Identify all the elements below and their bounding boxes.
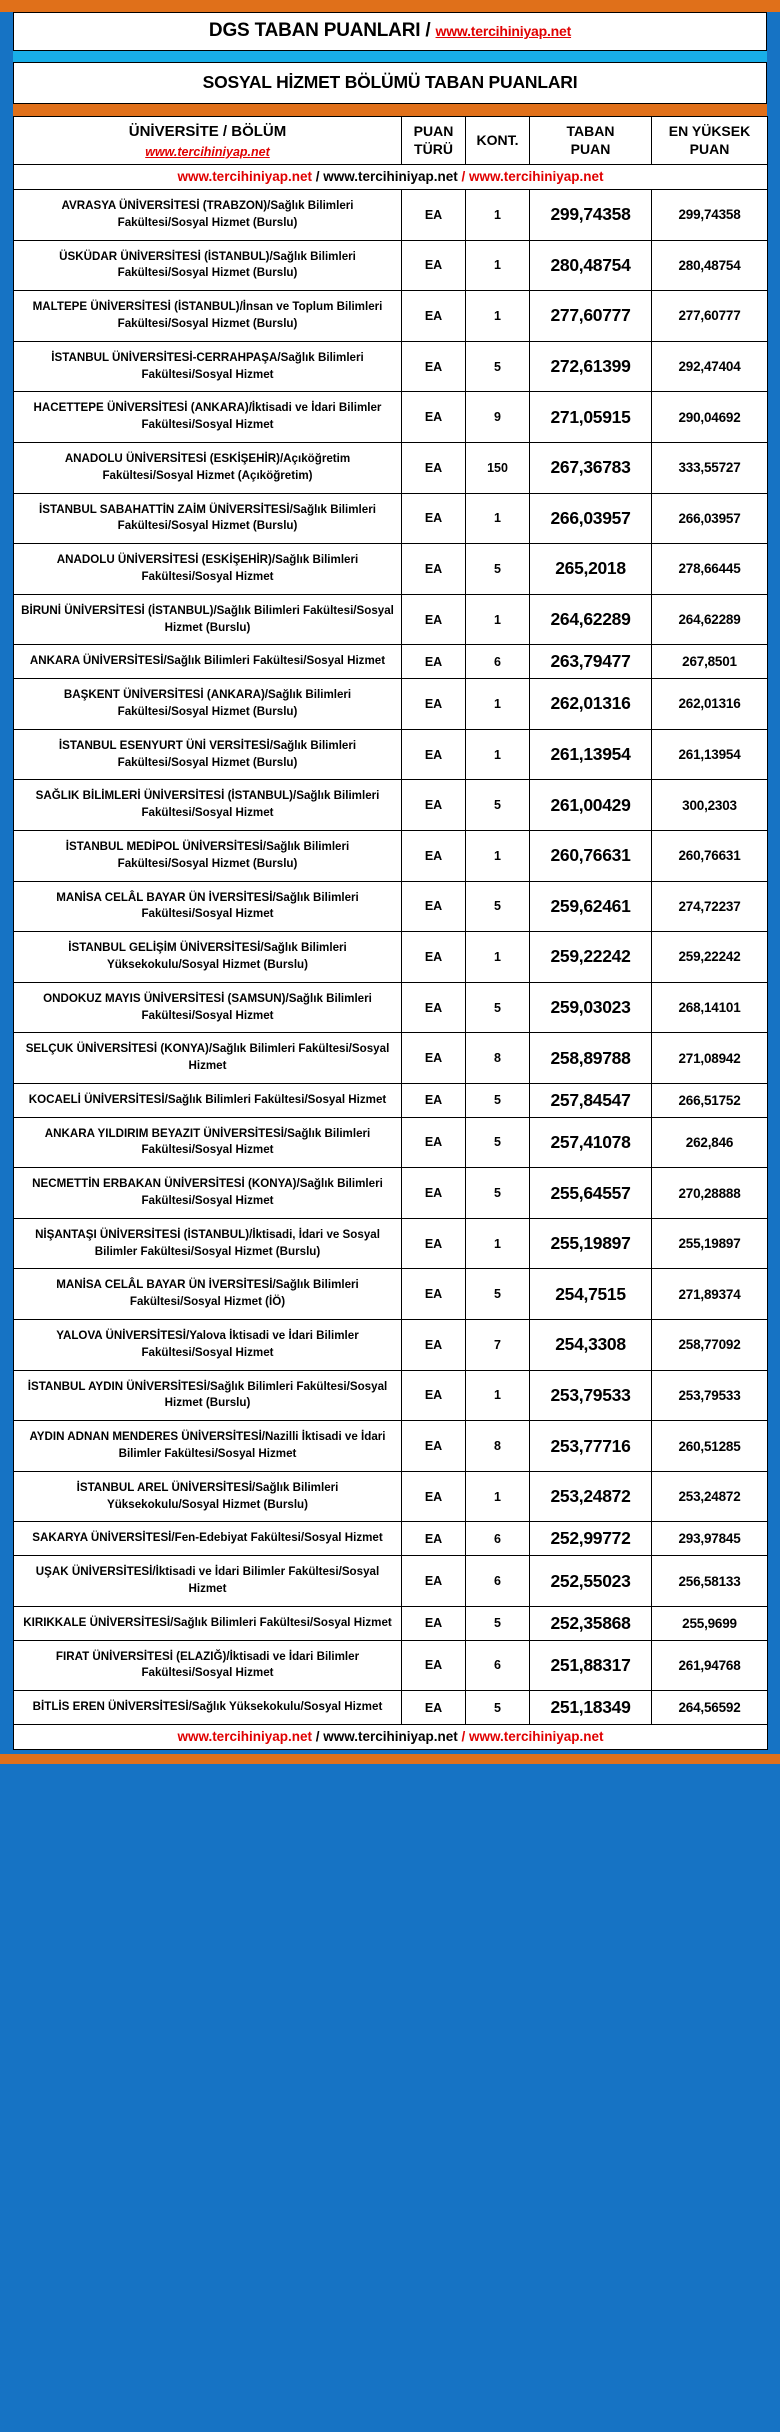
cell-base-score: 265,2018 [530,544,652,595]
cell-quota: 7 [466,1320,530,1371]
cell-university: YALOVA ÜNİVERSİTESİ/Yalova İktisadi ve İdari Bilimler Fakültesi/Sosyal Hizmet [14,1320,402,1371]
table-row [14,1117,768,1168]
cell-base-score: 260,76631 [530,830,652,881]
cell-university: NECMETTİN ERBAKAN ÜNİVERSİTESİ (KONYA)/Sağlık Bilimleri Fakültesi/Sosyal Hizmet [14,1168,402,1219]
cell-base-score: 266,03957 [530,493,652,544]
cell-quota: 5 [466,1168,530,1219]
cell-university: BİTLİS EREN ÜNİVERSİTESİ/Sağlık Yüksekokulu/Sosyal Hizmet [14,1691,402,1725]
cell-score-type: EA [402,645,466,679]
cell-max-score: 277,60777 [652,291,768,342]
table-row [14,493,768,544]
cell-base-score: 271,05915 [530,392,652,443]
cell-max-score: 299,74358 [652,190,768,241]
cell-university: ANKARA ÜNİVERSİTESİ/Sağlık Bilimleri Fakültesi/Sosyal Hizmet [14,645,402,679]
cell-max-score: 280,48754 [652,240,768,291]
table-row [14,645,768,679]
cell-score-type: EA [402,493,466,544]
table-row [14,679,768,730]
cell-quota: 1 [466,729,530,780]
col-header-max-score-line1: EN YÜKSEK [668,123,751,139]
cell-university: ANADOLU ÜNİVERSİTESİ (ESKİŞEHİR)/Açıköğretim Fakültesi/Sosyal Hizmet (Açıköğretim) [14,442,402,493]
table-row [14,1033,768,1084]
cell-max-score: 274,72237 [652,881,768,932]
cell-university: İSTANBUL AREL ÜNİVERSİTESİ/Sağlık Bilimleri Yüksekokulu/Sosyal Hizmet (Burslu) [14,1471,402,1522]
cell-quota: 5 [466,1691,530,1725]
cell-max-score: 259,22242 [652,932,768,983]
cell-university: İSTANBUL ÜNİVERSİTESİ-CERRAHPAŞA/Sağlık Bilimleri Fakültesi/Sosyal Hizmet [14,341,402,392]
cell-university: İSTANBUL SABAHATTİN ZAİM ÜNİVERSİTESİ/Sağlık Bilimleri Fakültesi/Sosyal Hizmet (Burslu) [14,493,402,544]
table-row [14,291,768,342]
col-header-max-score-line2: PUAN [689,140,730,157]
table-row [14,982,768,1033]
cell-quota: 1 [466,1370,530,1421]
table-row [14,1320,768,1371]
header-row [14,117,768,165]
cell-base-score: 259,03023 [530,982,652,1033]
cell-score-type: EA [402,341,466,392]
promo-url-3[interactable]: www.tercihiniyap.net [469,169,604,184]
cell-base-score: 299,74358 [530,190,652,241]
col-header-score-type-line1: PUAN [413,123,454,139]
cell-quota: 1 [466,1218,530,1269]
cell-university: ANKARA YILDIRIM BEYAZIT ÜNİVERSİTESİ/Sağlık Bilimleri Fakültesi/Sosyal Hizmet [14,1117,402,1168]
table-row [14,1522,768,1556]
cell-university: İSTANBUL AYDIN ÜNİVERSİTESİ/Sağlık Bilimleri Fakültesi/Sosyal Hizmet (Burslu) [14,1370,402,1421]
promo-banner-top[interactable] [14,165,768,190]
cell-base-score: 254,7515 [530,1269,652,1320]
cell-university: AYDIN ADNAN MENDERES ÜNİVERSİTESİ/Nazilli İktisadi ve İdari Bilimler Fakültesi/Sosyal Hizmet [14,1421,402,1472]
cell-university: SAĞLIK BİLİMLERİ ÜNİVERSİTESİ (İSTANBUL)/Sağlık Bilimleri Fakültesi/Sosyal Hizmet [14,780,402,831]
col-header-base-score-line1: TABAN [566,123,615,139]
cell-university: AVRASYA ÜNİVERSİTESİ (TRABZON)/Sağlık Bilimleri Fakültesi/Sosyal Hizmet (Burslu) [14,190,402,241]
cell-max-score: 268,14101 [652,982,768,1033]
cell-quota: 1 [466,830,530,881]
cell-base-score: 267,36783 [530,442,652,493]
cell-max-score: 271,08942 [652,1033,768,1084]
cell-base-score: 253,24872 [530,1471,652,1522]
cell-max-score: 256,58133 [652,1556,768,1607]
cell-score-type: EA [402,1168,466,1219]
cell-score-type: EA [402,1370,466,1421]
page-title-url[interactable]: www.tercihiniyap.net [435,23,572,39]
cell-max-score: 260,51285 [652,1421,768,1472]
cell-score-type: EA [402,240,466,291]
table-header [14,117,768,190]
cell-score-type: EA [402,1421,466,1472]
cell-university: UŞAK ÜNİVERSİTESİ/İktisadi ve İdari Bilimler Fakültesi/Sosyal Hizmet [14,1556,402,1607]
cell-quota: 1 [466,291,530,342]
cell-quota: 5 [466,1117,530,1168]
cell-quota: 5 [466,1606,530,1640]
cell-quota: 5 [466,341,530,392]
cell-max-score: 261,13954 [652,729,768,780]
table-row [14,830,768,881]
col-header-quota: KONT. [466,117,530,165]
cell-quota: 8 [466,1421,530,1472]
cell-base-score: 252,55023 [530,1556,652,1607]
cell-base-score: 277,60777 [530,291,652,342]
cell-max-score: 290,04692 [652,392,768,443]
cell-base-score: 252,35868 [530,1606,652,1640]
cell-score-type: EA [402,830,466,881]
cell-score-type: EA [402,1471,466,1522]
cell-score-type: EA [402,442,466,493]
cell-quota: 1 [466,594,530,645]
cell-university: MANİSA CELÂL BAYAR ÜN İVERSİTESİ/Sağlık Bilimleri Fakültesi/Sosyal Hizmet [14,881,402,932]
promo-sep-1: / [311,169,324,184]
cell-max-score: 293,97845 [652,1522,768,1556]
cell-base-score: 259,62461 [530,881,652,932]
cell-university: SELÇUK ÜNİVERSİTESİ (KONYA)/Sağlık Bilimleri Fakültesi/Sosyal Hizmet [14,1033,402,1084]
cell-max-score: 267,8501 [652,645,768,679]
cell-score-type: EA [402,1691,466,1725]
cyan-divider-band [13,51,767,62]
cell-max-score: 292,47404 [652,341,768,392]
cell-base-score: 254,3308 [530,1320,652,1371]
cell-base-score: 253,77716 [530,1421,652,1472]
cell-max-score: 262,846 [652,1117,768,1168]
cell-max-score: 255,9699 [652,1606,768,1640]
table-row [14,1421,768,1472]
cell-university: İSTANBUL MEDİPOL ÜNİVERSİTESİ/Sağlık Bilimleri Fakültesi/Sosyal Hizmet (Burslu) [14,830,402,881]
cell-max-score: 261,94768 [652,1640,768,1691]
cell-max-score: 333,55727 [652,442,768,493]
cell-university: ONDOKUZ MAYIS ÜNİVERSİTESİ (SAMSUN)/Sağlık Bilimleri Fakültesi/Sosyal Hizmet [14,982,402,1033]
table-footer [14,1725,768,1750]
promo-sep-2: / [457,169,470,184]
promo-url-3[interactable]: www.tercihiniyap.net [469,1729,604,1745]
table-row [14,1370,768,1421]
col-header-university [14,117,402,165]
cell-base-score: 255,19897 [530,1218,652,1269]
cell-quota: 6 [466,1640,530,1691]
blue-frame [0,12,780,1754]
table-row [14,1556,768,1607]
cell-quota: 6 [466,1522,530,1556]
cell-base-score: 251,18349 [530,1691,652,1725]
cell-quota: 9 [466,392,530,443]
bottom-orange-band [0,1754,780,1764]
cell-quota: 8 [466,1033,530,1084]
cell-quota: 5 [466,544,530,595]
page-subtitle: SOSYAL HİZMET BÖLÜMÜ TABAN PUANLARI [202,72,578,92]
promo-row-top [14,165,768,190]
cell-score-type: EA [402,544,466,595]
col-header-university-label: ÜNİVERSİTE / BÖLÜM [128,123,287,140]
table-row [14,341,768,392]
cell-score-type: EA [402,679,466,730]
cell-university: HACETTEPE ÜNİVERSİTESİ (ANKARA)/İktisadi ve İdari Bilimler Fakültesi/Sosyal Hizmet [14,392,402,443]
cell-base-score: 264,62289 [530,594,652,645]
table-row [14,594,768,645]
cell-quota: 5 [466,881,530,932]
promo-banner-bottom[interactable] [14,1725,768,1750]
cell-max-score: 258,77092 [652,1320,768,1371]
cell-score-type: EA [402,1269,466,1320]
cell-max-score: 264,56592 [652,1691,768,1725]
table-row [14,544,768,595]
cell-max-score: 266,51752 [652,1083,768,1117]
cell-max-score: 255,19897 [652,1218,768,1269]
cell-quota: 5 [466,982,530,1033]
cell-university: MALTEPE ÜNİVERSİTESİ (İSTANBUL)/İnsan ve Toplum Bilimleri Fakültesi/Sosyal Hizmet (Burslu) [14,291,402,342]
cell-quota: 6 [466,645,530,679]
col-header-max-score [652,117,768,165]
cell-quota: 1 [466,1471,530,1522]
cell-university: MANİSA CELÂL BAYAR ÜN İVERSİTESİ/Sağlık Bilimleri Fakültesi/Sosyal Hizmet (İÖ) [14,1269,402,1320]
cell-base-score: 261,00429 [530,780,652,831]
cell-university: BAŞKENT ÜNİVERSİTESİ (ANKARA)/Sağlık Bilimleri Fakültesi/Sosyal Hizmet (Burslu) [14,679,402,730]
cell-base-score: 257,41078 [530,1117,652,1168]
cell-score-type: EA [402,729,466,780]
table-row [14,932,768,983]
cell-max-score: 264,62289 [652,594,768,645]
cell-quota: 1 [466,932,530,983]
cell-base-score: 263,79477 [530,645,652,679]
table-row [14,881,768,932]
table-row [14,1471,768,1522]
cell-base-score: 272,61399 [530,341,652,392]
cell-quota: 1 [466,493,530,544]
cell-score-type: EA [402,881,466,932]
cell-max-score: 262,01316 [652,679,768,730]
cell-university: BİRUNİ ÜNİVERSİTESİ (İSTANBUL)/Sağlık Bilimleri Fakültesi/Sosyal Hizmet (Burslu) [14,594,402,645]
promo-sep-2: / [457,1729,470,1745]
cell-university: KIRIKKALE ÜNİVERSİTESİ/Sağlık Bilimleri Fakültesi/Sosyal Hizmet [14,1606,402,1640]
cell-base-score: 252,99772 [530,1522,652,1556]
cell-score-type: EA [402,1033,466,1084]
cell-university: NİŞANTAŞI ÜNİVERSİTESİ (İSTANBUL)/İktisadi, İdari ve Sosyal Bilimler Fakültesi/Sosyal Hizmet (Burslu) [14,1218,402,1269]
table-row [14,1168,768,1219]
cell-university: KOCAELİ ÜNİVERSİTESİ/Sağlık Bilimleri Fakültesi/Sosyal Hizmet [14,1083,402,1117]
cell-max-score: 253,79533 [652,1370,768,1421]
col-header-university-url[interactable]: www.tercihiniyap.net [145,145,270,159]
cell-quota: 1 [466,240,530,291]
cell-quota: 5 [466,1269,530,1320]
page-title [18,20,762,42]
promo-url-1[interactable]: www.tercihiniyap.net [177,169,312,184]
table-row [14,1269,768,1320]
cell-university: ANADOLU ÜNİVERSİTESİ (ESKİŞEHİR)/Sağlık Bilimleri Fakültesi/Sosyal Hizmet [14,544,402,595]
cell-university: SAKARYA ÜNİVERSİTESİ/Fen-Edebiyat Fakültesi/Sosyal Hizmet [14,1522,402,1556]
cell-base-score: 259,22242 [530,932,652,983]
cell-max-score: 266,03957 [652,493,768,544]
cell-university: İSTANBUL ESENYURT ÜNİ VERSİTESİ/Sağlık Bilimleri Fakültesi/Sosyal Hizmet (Burslu) [14,729,402,780]
col-header-score-type-line2: TÜRÜ [414,140,453,157]
col-header-base-score-line2: PUAN [570,140,611,157]
table-row [14,240,768,291]
cell-score-type: EA [402,1640,466,1691]
cell-quota: 150 [466,442,530,493]
col-header-score-type [402,117,466,165]
cell-score-type: EA [402,982,466,1033]
cell-base-score: 251,88317 [530,1640,652,1691]
cell-quota: 1 [466,190,530,241]
cell-score-type: EA [402,1218,466,1269]
top-orange-band [0,0,780,12]
cell-quota: 6 [466,1556,530,1607]
cell-quota: 5 [466,780,530,831]
table-row [14,190,768,241]
cell-university: ÜSKÜDAR ÜNİVERSİTESİ (İSTANBUL)/Sağlık Bilimleri Fakültesi/Sosyal Hizmet (Burslu) [14,240,402,291]
promo-url-2[interactable]: www.tercihiniyap.net [323,1729,458,1745]
cell-quota: 5 [466,1083,530,1117]
cell-university: İSTANBUL GELİŞİM ÜNİVERSİTESİ/Sağlık Bilimleri Yüksekokulu/Sosyal Hizmet (Burslu) [14,932,402,983]
table-row [14,1218,768,1269]
cell-score-type: EA [402,1320,466,1371]
promo-url-1[interactable]: www.tercihiniyap.net [177,1729,312,1745]
cell-max-score: 270,28888 [652,1168,768,1219]
col-header-base-score [530,117,652,165]
cell-max-score: 271,89374 [652,1269,768,1320]
cell-score-type: EA [402,1556,466,1607]
cell-quota: 1 [466,679,530,730]
table-row [14,392,768,443]
table-row [14,729,768,780]
cell-base-score: 253,79533 [530,1370,652,1421]
cell-max-score: 300,2303 [652,780,768,831]
table-row [14,1606,768,1640]
cell-base-score: 255,64557 [530,1168,652,1219]
cell-score-type: EA [402,291,466,342]
mid-orange-band [13,104,767,116]
cell-base-score: 261,13954 [530,729,652,780]
promo-sep-1: / [311,1729,324,1745]
cell-score-type: EA [402,594,466,645]
page-title-text: DGS TABAN PUANLARI / [208,20,436,41]
cell-max-score: 253,24872 [652,1471,768,1522]
promo-url-2[interactable]: www.tercihiniyap.net [323,169,458,184]
cell-base-score: 280,48754 [530,240,652,291]
scores-table [13,116,768,1750]
cell-score-type: EA [402,932,466,983]
cell-base-score: 258,89788 [530,1033,652,1084]
table-row [14,1640,768,1691]
table-row [14,1083,768,1117]
cell-max-score: 278,66445 [652,544,768,595]
cell-base-score: 257,84547 [530,1083,652,1117]
table-row [14,1691,768,1725]
cell-score-type: EA [402,392,466,443]
cell-score-type: EA [402,1117,466,1168]
cell-score-type: EA [402,1083,466,1117]
cell-max-score: 260,76631 [652,830,768,881]
subtitle-box [13,62,767,104]
cell-university: FIRAT ÜNİVERSİTESİ (ELAZIĞ)/İktisadi ve İdari Bilimler Fakültesi/Sosyal Hizmet [14,1640,402,1691]
table-row [14,442,768,493]
main-title-box [13,12,767,51]
promo-row-bottom [14,1725,768,1750]
table-row [14,780,768,831]
cell-score-type: EA [402,1522,466,1556]
cell-score-type: EA [402,190,466,241]
cell-score-type: EA [402,1606,466,1640]
cell-base-score: 262,01316 [530,679,652,730]
table-body [14,190,768,1725]
cell-score-type: EA [402,780,466,831]
